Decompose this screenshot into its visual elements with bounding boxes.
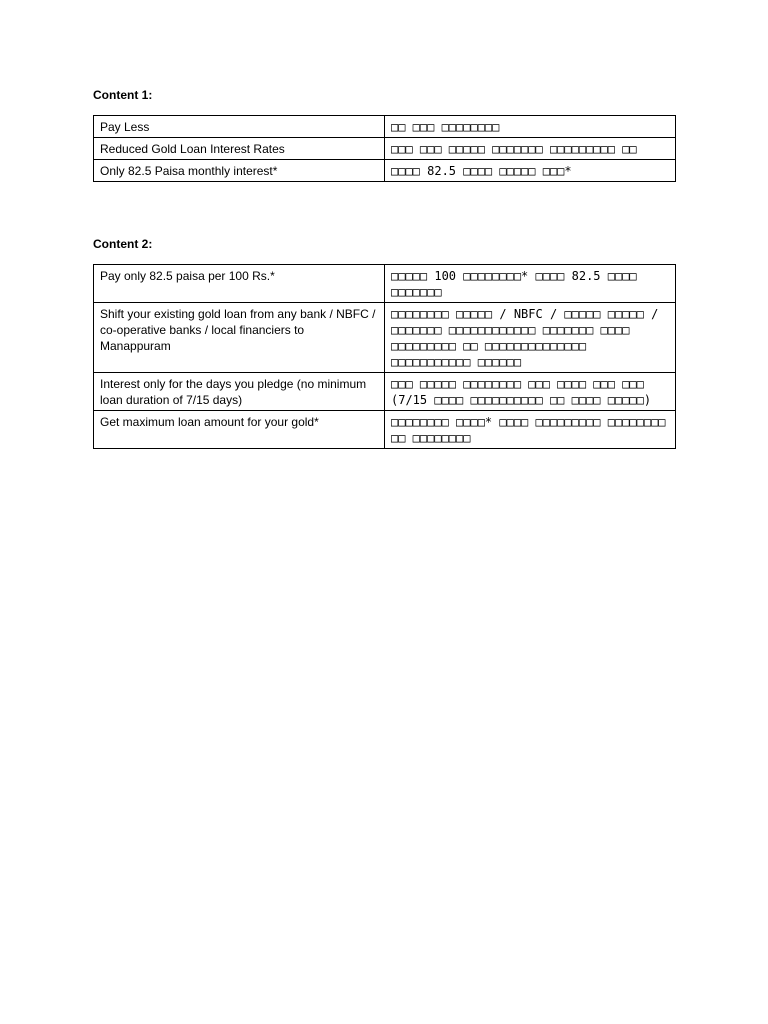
translation-cell: □□□ □□□ □□□□□ □□□□□□□ □□□□□□□□□ □□ [385,138,676,160]
table-row [94,373,676,411]
translation-cell: □□□□ 82.5 □□□□ □□□□□ □□□* [385,160,676,182]
english-cell: Pay only 82.5 paisa per 100 Rs.* [94,265,385,303]
translation-cell: □□ □□□ □□□□□□□□ [385,116,676,138]
english-cell: Shift your existing gold loan from any bank / NBFC / co-operative banks / local financiers to Manappuram [94,303,385,373]
table-row [94,116,676,138]
english-cell: Pay Less [94,116,385,138]
english-cell: Reduced Gold Loan Interest Rates [94,138,385,160]
english-cell: Only 82.5 Paisa monthly interest* [94,160,385,182]
table-row [94,160,676,182]
translation-cell: □□□ □□□□□ □□□□□□□□ □□□ □□□□ □□□ □□□ (7/15 □□□□ □□□□□□□□□□ □□ □□□□ □□□□□) [385,373,676,411]
english-cell: Interest only for the days you pledge (no minimum loan duration of 7/15 days) [94,373,385,411]
table-row [94,265,676,303]
table-row [94,138,676,160]
content-2-heading: Content 2: [93,237,153,251]
english-cell: Get maximum loan amount for your gold* [94,411,385,449]
translation-cell: □□□□□□□□ □□□□* □□□□ □□□□□□□□□ □□□□□□□□ □□ □□□□□□□□ [385,411,676,449]
content-1-table [93,115,676,182]
translation-cell: □□□□□ 100 □□□□□□□□* □□□□ 82.5 □□□□ □□□□□□□ [385,265,676,303]
content-2-table [93,264,676,449]
content-1-heading: Content 1: [93,88,153,102]
table-row [94,411,676,449]
translation-cell: □□□□□□□□ □□□□□ / NBFC / □□□□□ □□□□□ / □□□□□□□ □□□□□□□□□□□□ □□□□□□□ □□□□ □□□□□□□□□ □□ □□□□□□□□□□□□□□ □□□□□□□□□□□ □□□□□□ [385,303,676,373]
table-row [94,303,676,373]
